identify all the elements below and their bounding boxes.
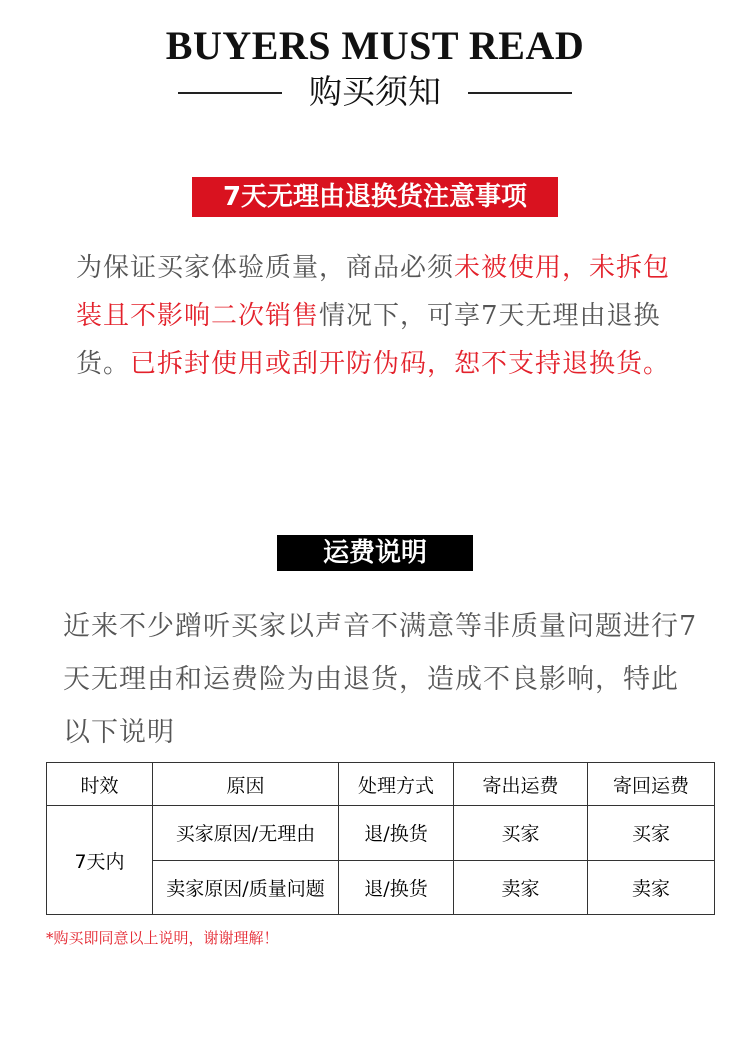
period-cell: 7天内 (47, 806, 153, 915)
policy-table (46, 762, 715, 915)
returns-text-4: 情况下，可享7天无理由退换货。 (76, 301, 661, 379)
method-cell: 退/换货 (339, 806, 454, 860)
return-fee-cell: 卖家 (588, 860, 715, 914)
returns-text-2: 未被使用， (454, 253, 590, 283)
left-divider (178, 92, 282, 94)
header-return-fee: 寄回运费 (588, 763, 715, 806)
send-fee-cell: 买家 (454, 806, 588, 860)
footnote: *购买即同意以上说明，谢谢理解！ (46, 929, 279, 947)
page-title-en: BUYERS MUST READ (165, 23, 585, 68)
return-fee-cell: 买家 (588, 806, 715, 860)
shipping-banner: 运费说明 (277, 535, 473, 571)
reason-cell: 买家原因/无理由 (153, 806, 339, 860)
method-cell: 退/换货 (339, 860, 454, 914)
subtitle-row (0, 72, 750, 116)
shipping-paragraph: 近来不少蹭听买家以声音不满意等非质量问题进行7天无理由和运费险为由退货，造成不良影响，特此以下说明 (63, 611, 698, 748)
reason-cell: 卖家原因/质量问题 (153, 860, 339, 914)
header-reason: 原因 (153, 763, 339, 806)
returns-text-5: 已拆封使用或刮开防伪码，恕不支持退换货。 (130, 349, 671, 379)
returns-paragraph (76, 244, 676, 388)
table-header-row (47, 763, 715, 806)
header-method: 处理方式 (339, 763, 454, 806)
header-period: 时效 (47, 763, 153, 806)
table-row (47, 806, 715, 860)
right-divider (468, 92, 572, 94)
returns-banner: 7天无理由退换货注意事项 (192, 177, 558, 217)
page-title-cn: 购买须知 (309, 72, 441, 111)
returns-text-3: 未拆包装且不影响二次销售 (76, 253, 671, 331)
send-fee-cell: 卖家 (454, 860, 588, 914)
returns-text-1: 为保证买家体验质量，商品必须 (76, 253, 455, 283)
header-send-fee: 寄出运费 (454, 763, 588, 806)
